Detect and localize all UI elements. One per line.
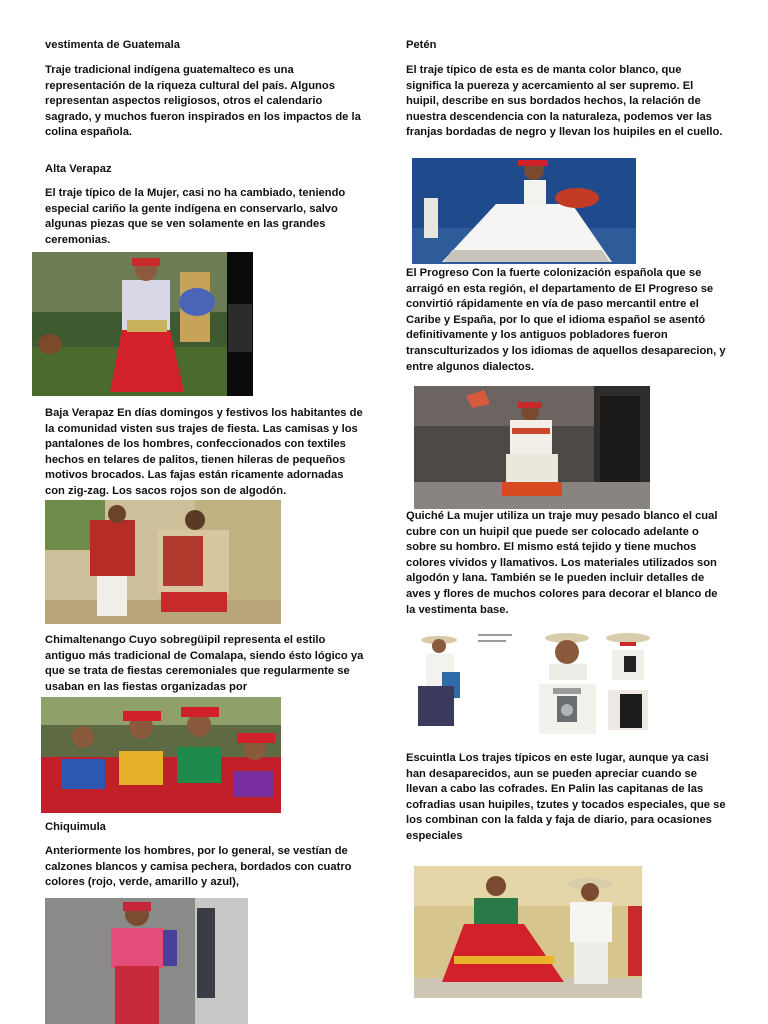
alta-verapaz-photo — [32, 252, 253, 396]
escuintla-paragraph: Escuintla Los trajes típicos en este lugar, aunque ya casi han desaparecidos, aun se pueden apreciar cuando se llevan a cabo las cofrades. En Palin las capitanas de las cofradias usan huipiles, tzutes y tocados especiales, que se los combinan con la falda y faja de diario, para ocasiones especiales — [406, 752, 726, 842]
chiquimula-photo — [45, 898, 248, 1024]
baja-verapaz-photo — [45, 500, 281, 624]
page-title: vestimenta de Guatemala — [45, 39, 180, 51]
quiche-photo-back — [600, 630, 657, 680]
quiche-photo-portrait — [539, 630, 596, 680]
quiche-paragraph: Quiché La mujer utiliza un traje muy pesado blanco el cual cubre con un huipil que puede ser colocado adelante o sobre su hombro. El mismo está tejido y tiene muchos colores vívidos y llamativos. Los materiales utilizados son algodón y lana. También se le pueden incluir detalles de aves y flores de muchos colores para decorar el blanco de la vestimenta base. — [406, 510, 718, 616]
quiche-photo-shawl — [600, 684, 657, 734]
quiche-photo-caption — [476, 630, 526, 654]
quiche-photo-detail — [539, 684, 596, 734]
intro-paragraph: Traje tradicional indígena guatemalteco es una representación de la riqueza cultural del país. Algunos representan aspectos religiosos, otros el calendario sagrado, y muchos fueron inspirados en los impactos de la colina española. — [45, 64, 361, 139]
peten-heading: Petén — [406, 39, 437, 51]
quiche-photo-full — [410, 630, 465, 734]
chimaltenango-photo — [41, 697, 281, 813]
el-progreso-paragraph: El Progreso Con la fuerte colonización española que se arraigó en esta región, el departamento de El Progreso se convirtió rápidamente en vía de paso mercantil entre el Caribe y España, por lo que el idioma español se asentó definitivamente y los antiguos pobladores fueron transculturizados y los idiomas de aquellos desaparecion, y entre algunos dialectos. — [406, 267, 726, 373]
alta-verapaz-paragraph: El traje típico de la Mujer, casi no ha cambiado, teniendo especial cariño la gente indígena en conservarlo, salvo algunas piezas que se ven solamente en las grandes ceremonias. — [45, 187, 346, 246]
el-progreso-photo — [414, 386, 650, 509]
chiquimula-heading: Chiquimula — [45, 821, 106, 833]
alta-verapaz-heading: Alta Verapaz — [45, 163, 112, 175]
escuintla-photo — [414, 866, 642, 998]
baja-verapaz-paragraph: Baja Verapaz En días domingos y festivos los habitantes de la comunidad visten sus trajes de fiesta. Las camisas y los pantalones de los hombres, confeccionados con textiles hechos en telares de palitos, tienen hileras de pequeños motivos brocados. Las fajas están ricamente adornadas con zig-zag. Los sacos rojos son de algodón. — [45, 407, 363, 497]
peten-paragraph: El traje típico de esta es de manta color blanco, que significa la puereza y acercamiento al ser supremo. El huipil, describe en sus bordados hechos, la relación de nuestra descendencia con la naturaleza, podemos ver las franjas bordadas de negro y llevan los huipiles en el cuello. — [406, 64, 723, 139]
chimaltenango-paragraph: Chimaltenango Cuyo sobregüipil representa el estilo antiguo más tradicional de Comalapa, siendo ésto lógico ya que se trata de fiestas ceremoniales que regularmente se usaban en las fiestas organizadas por — [45, 634, 364, 693]
peten-photo — [412, 158, 636, 264]
chiquimula-paragraph: Anteriormente los hombres, por lo general, se vestían de calzones blancos y camisa pechera, bordados con cuatro colores (rojo, verde, amarillo y azul), — [45, 845, 352, 889]
